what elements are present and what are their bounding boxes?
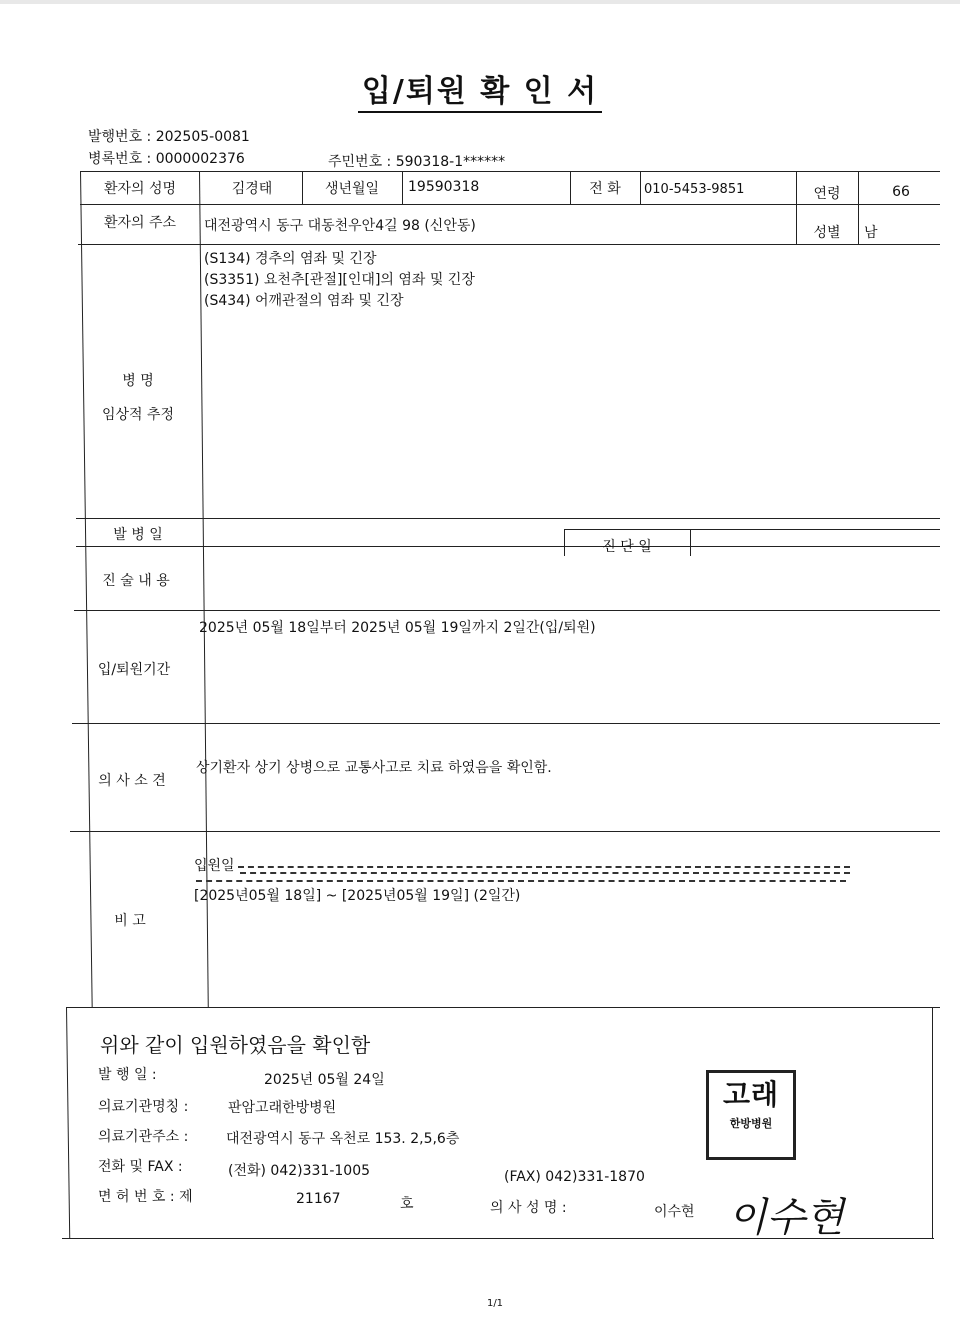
birth-date-label: 생년월일 xyxy=(324,181,380,197)
patient-name-label: 환자의 성명 xyxy=(103,181,177,197)
hospital-name-value: 판암고래한방병원 xyxy=(228,1100,337,1116)
doctor-opinion-value: 상기환자 상기 상병으로 교통사고로 치료 하였음을 확인함. xyxy=(196,760,552,776)
doctor-name-value: 이수현 xyxy=(654,1204,695,1220)
hospital-address-label: 의료기관주소 : xyxy=(98,1129,189,1145)
issue-date-label: 발 행 일 : xyxy=(98,1067,157,1083)
confirmation-statement: 위와 같이 입원하였음을 확인함 xyxy=(100,1033,371,1057)
doctor-name-label: 의 사 성 명 : xyxy=(490,1200,567,1216)
clinical-estimate-label: 임상적 추정 xyxy=(101,407,175,423)
diagnosis-item: (S434) 어깨관절의 염좌 및 긴장 xyxy=(204,293,404,309)
resident-number: 주민번호 : 590318-1****** xyxy=(328,154,506,170)
issue-number: 발행번호 : 202505-0081 xyxy=(88,129,250,145)
telephone-value: (전화) 042)331-1005 xyxy=(228,1163,371,1179)
fax-value: (FAX) 042)331-1870 xyxy=(504,1169,645,1185)
page-number: 1/1 xyxy=(486,1298,504,1309)
phone-value: 010-5453-9851 xyxy=(644,182,745,197)
document-title: 입/퇴원 확 인 서 xyxy=(0,66,960,110)
age-value: 66 xyxy=(892,184,910,200)
remark-dashed-line xyxy=(196,880,846,882)
remark-period: [2025년05월 18일] ~ [2025년05월 19일] (2일간) xyxy=(194,888,521,904)
doctor-signature: 이수현 xyxy=(728,1195,844,1241)
patient-address-label: 환자의 주소 xyxy=(103,215,177,231)
onset-date-label: 발 병 일 xyxy=(113,527,163,543)
phone-label: 전 화 xyxy=(589,181,621,197)
diagnosis-date-label: 진 단 일 xyxy=(602,539,652,555)
remark-label: 비 고 xyxy=(114,913,146,929)
patient-name-value: 김경태 xyxy=(231,181,273,197)
diagnosis-label: 병 명 xyxy=(122,373,154,389)
hospital-seal-stamp: 고래 한방병원 xyxy=(706,1070,796,1160)
scan-top-border xyxy=(0,0,960,4)
statement-label: 진 술 내 용 xyxy=(102,573,170,589)
hospital-address-value: 대전광역시 동구 옥천로 153. 2,5,6층 xyxy=(226,1131,460,1147)
diagnosis-item: (S3351) 요천추[관절][인대]의 염좌 및 긴장 xyxy=(204,272,475,288)
patient-address-value: 대전광역시 동구 대동천우안4길 98 (신안동) xyxy=(204,218,476,234)
tel-fax-label: 전화 및 FAX : xyxy=(98,1159,183,1175)
remark-dashed-line xyxy=(238,866,850,868)
license-number-suffix: 호 xyxy=(400,1196,414,1212)
birth-date-value: 19590318 xyxy=(408,179,480,195)
doctor-opinion-label: 의 사 소 견 xyxy=(98,773,166,789)
license-number-label: 면 허 번 호 : 제 xyxy=(98,1189,193,1205)
remark-admission-label: 입원일 xyxy=(194,858,235,874)
issue-date-value: 2025년 05월 24일 xyxy=(264,1072,385,1088)
diagnosis-item: (S134) 경추의 염좌 및 긴장 xyxy=(204,251,377,267)
sex-label: 성별 xyxy=(813,225,841,241)
admission-period-value: 2025년 05월 18일부터 2025년 05월 19일까지 2일간(입/퇴원) xyxy=(199,620,596,636)
remark-dashed-line xyxy=(240,872,850,874)
sex-value: 남 xyxy=(864,225,878,241)
license-number-value: 21167 xyxy=(296,1191,341,1207)
registration-number: 병록번호 : 0000002376 xyxy=(88,151,245,167)
age-label: 연령 xyxy=(813,186,841,202)
admission-period-label: 입/퇴원기간 xyxy=(97,662,171,678)
hospital-name-label: 의료기관명칭 : xyxy=(98,1099,189,1115)
